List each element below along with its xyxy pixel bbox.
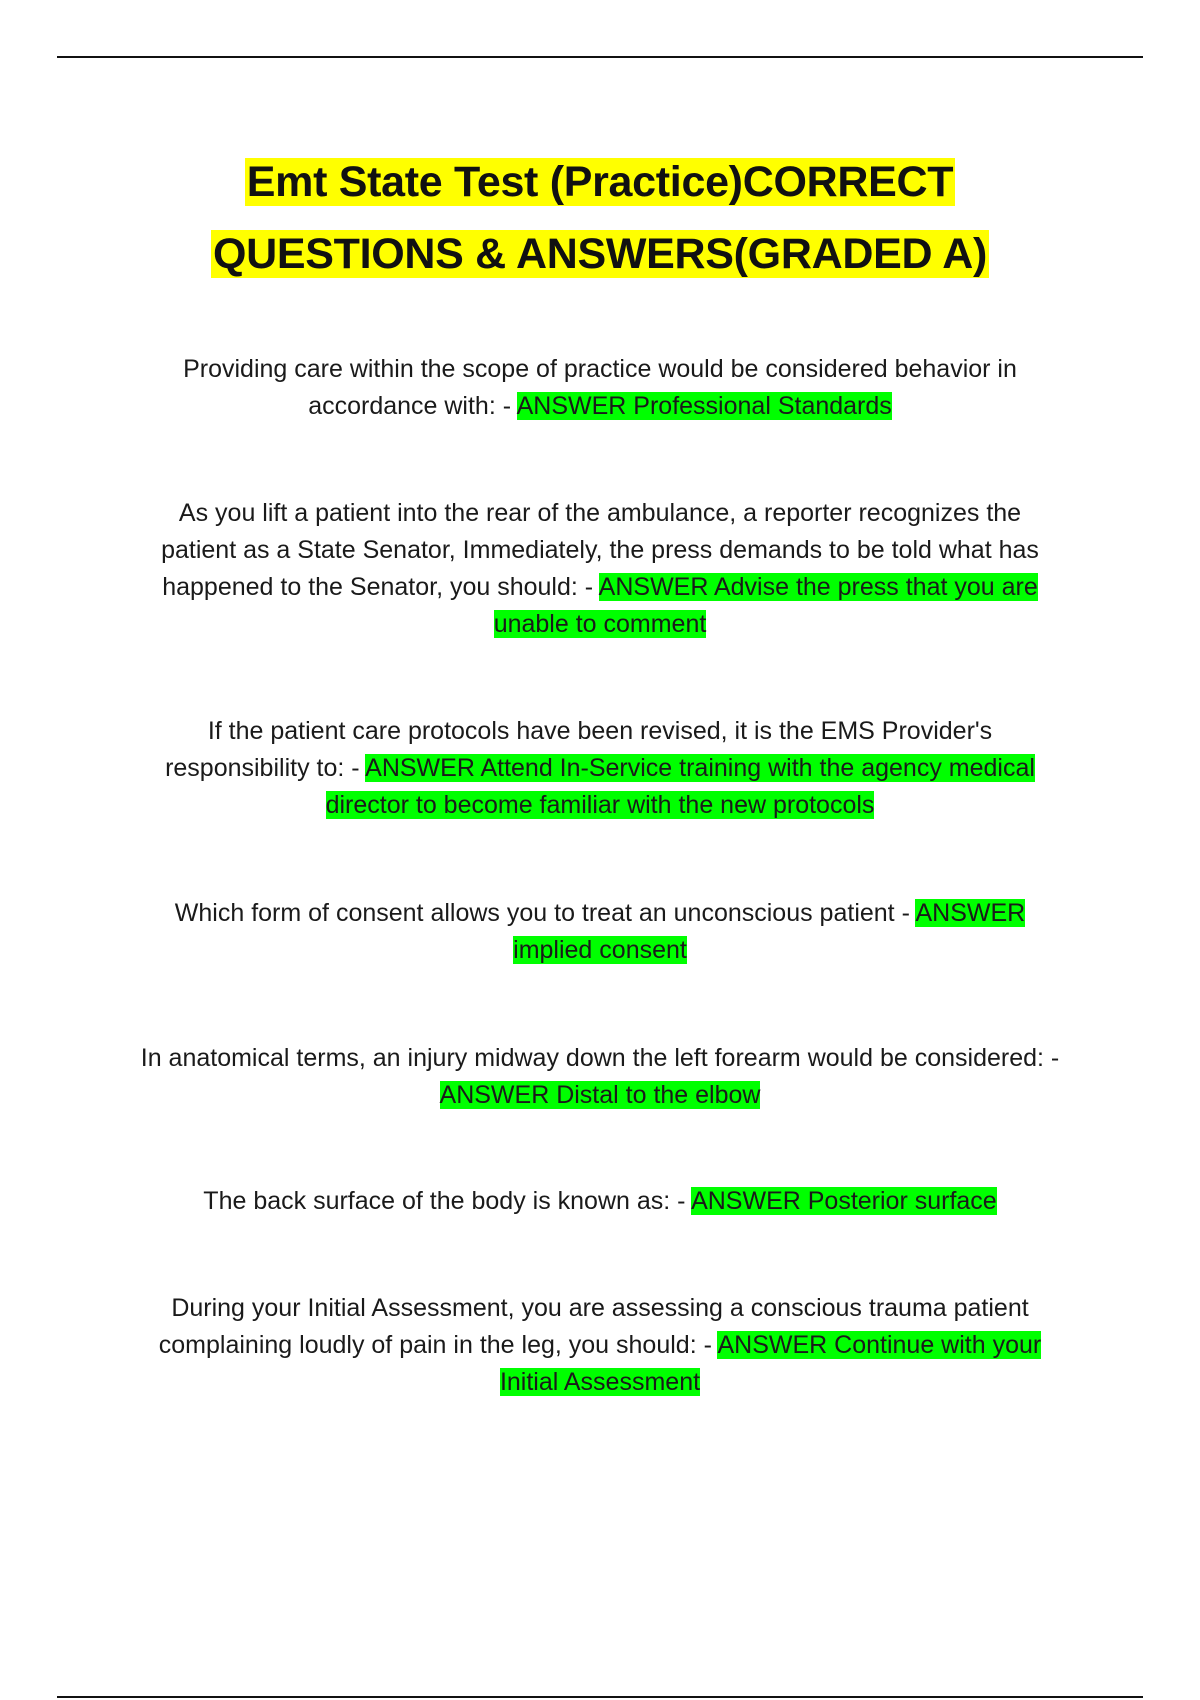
question-text: If the patient care protocols have been revised, it is the EMS Provider's responsibility to: - <box>165 717 993 782</box>
answer-text: ANSWER Posterior surface <box>691 1187 997 1215</box>
question-text: In anatomical terms, an injury midway down the left forearm would be considered: - <box>140 1044 1060 1072</box>
answer-text: ANSWER Advise the press that you are unable to comment <box>493 573 1038 638</box>
top-rule <box>57 56 1143 58</box>
bottom-rule <box>57 1696 1143 1698</box>
qa-item <box>140 1183 1060 1220</box>
answer-text: ANSWER Professional Standards <box>516 392 892 420</box>
answer-text: ANSWER Attend In-Service training with the agency medical director to become familiar with the new protocols <box>325 754 1035 819</box>
question-text: The back surface of the body is known as: - <box>203 1187 692 1215</box>
title-line-2: QUESTIONS & ANSWERS(GRADED A) <box>212 230 988 278</box>
document-title <box>100 146 1100 290</box>
answer-text: ANSWER Distal to the elbow <box>439 1081 761 1109</box>
answer-text: ANSWER implied consent <box>513 899 1026 964</box>
qa-item <box>140 713 1060 824</box>
question-text: During your Initial Assessment, you are assessing a conscious trauma patient complaining loudly of pain in the leg, you should: - <box>158 1294 1029 1359</box>
question-text: Which form of consent allows you to treat an unconscious patient - <box>174 899 916 927</box>
qa-item <box>140 895 1060 969</box>
title-line-1: Emt State Test (Practice)CORRECT <box>246 158 954 206</box>
qa-item <box>140 495 1060 643</box>
qa-item <box>140 1040 1060 1114</box>
question-text: As you lift a patient into the rear of the ambulance, a reporter recognizes the patient as a State Senator, Immediately, the press demands to be told what has happened to the Senator, you should: - <box>161 499 1039 601</box>
qa-item <box>140 1290 1060 1401</box>
qa-item <box>140 351 1060 425</box>
question-text: Providing care within the scope of practice would be considered behavior in accordance with: - <box>183 355 1017 420</box>
answer-text: ANSWER Continue with your Initial Assessment <box>499 1331 1042 1396</box>
